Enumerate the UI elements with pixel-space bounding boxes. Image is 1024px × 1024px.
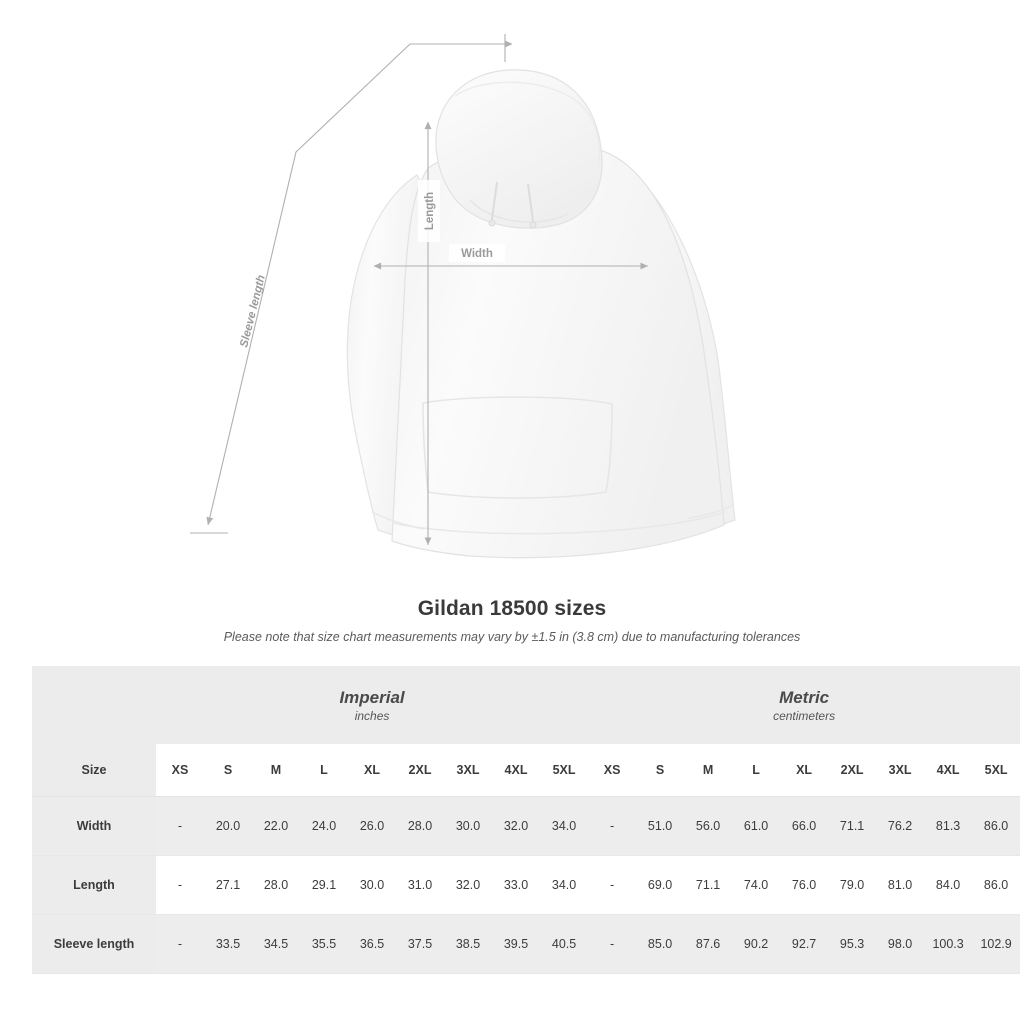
- cell-length-imperial-5xl: 34.0: [540, 856, 588, 915]
- cell-width-imperial-l: 24.0: [300, 797, 348, 856]
- cell-width-metric-3xl: 76.2: [876, 797, 924, 856]
- row-label-sleeve-length: Sleeve length: [32, 915, 156, 974]
- cell-length-metric-xl: 76.0: [780, 856, 828, 915]
- tolerance-note: Please note that size chart measurements may vary by ±1.5 in (3.8 cm) due to manufacturing tolerances: [223, 630, 801, 644]
- row-label-width: Width: [32, 797, 156, 856]
- cell-length-imperial-m: 28.0: [252, 856, 300, 915]
- hoodie-artwork: [347, 70, 735, 558]
- system-header-row: [32, 666, 1020, 744]
- cell-length-metric-m: 71.1: [684, 856, 732, 915]
- cell-width-metric-xs: -: [588, 797, 636, 856]
- cell-width-imperial-5xl: 34.0: [540, 797, 588, 856]
- cell-width-metric-xl: 66.0: [780, 797, 828, 856]
- cell-length-metric-3xl: 81.0: [876, 856, 924, 915]
- cell-width-metric-s: 51.0: [636, 797, 684, 856]
- cell-sleeve-metric-4xl: 100.3: [924, 915, 972, 974]
- col-header-imperial-5xl: 5XL: [540, 744, 588, 797]
- cell-width-metric-m: 56.0: [684, 797, 732, 856]
- cell-width-imperial-xs: -: [156, 797, 204, 856]
- table-corner-cell: [32, 666, 156, 744]
- cell-width-metric-2xl: 71.1: [828, 797, 876, 856]
- col-header-metric-l: L: [732, 744, 780, 797]
- col-header-metric-xs: XS: [588, 744, 636, 797]
- cell-length-imperial-2xl: 31.0: [396, 856, 444, 915]
- cell-sleeve-metric-5xl: 102.9: [972, 915, 1020, 974]
- cell-length-metric-4xl: 84.0: [924, 856, 972, 915]
- system-unit-imperial: inches: [354, 709, 390, 724]
- cell-sleeve-metric-s: 85.0: [636, 915, 684, 974]
- cell-length-imperial-l: 29.1: [300, 856, 348, 915]
- cell-sleeve-imperial-xl: 36.5: [348, 915, 396, 974]
- col-header-metric-2xl: 2XL: [828, 744, 876, 797]
- cell-sleeve-imperial-2xl: 37.5: [396, 915, 444, 974]
- col-header-imperial-l: L: [300, 744, 348, 797]
- chart-title-block: [0, 597, 1024, 644]
- cell-sleeve-imperial-m: 34.5: [252, 915, 300, 974]
- cell-sleeve-metric-xl: 92.7: [780, 915, 828, 974]
- system-header-imperial: [156, 666, 588, 744]
- cell-length-imperial-xl: 30.0: [348, 856, 396, 915]
- cell-sleeve-imperial-4xl: 39.5: [492, 915, 540, 974]
- cell-width-imperial-m: 22.0: [252, 797, 300, 856]
- cell-sleeve-metric-m: 87.6: [684, 915, 732, 974]
- cell-length-imperial-4xl: 33.0: [492, 856, 540, 915]
- cell-sleeve-imperial-3xl: 38.5: [444, 915, 492, 974]
- cell-length-metric-s: 69.0: [636, 856, 684, 915]
- cell-width-imperial-4xl: 32.0: [492, 797, 540, 856]
- system-name-metric: Metric: [779, 687, 830, 707]
- col-header-imperial-2xl: 2XL: [396, 744, 444, 797]
- col-header-imperial-s: S: [204, 744, 252, 797]
- system-name-imperial: Imperial: [339, 687, 405, 707]
- col-header-imperial-xl: XL: [348, 744, 396, 797]
- col-header-metric-5xl: 5XL: [972, 744, 1020, 797]
- col-header-metric-3xl: 3XL: [876, 744, 924, 797]
- cell-width-metric-5xl: 86.0: [972, 797, 1020, 856]
- length-label: Length: [424, 191, 436, 231]
- page-title: Gildan 18500 sizes: [417, 597, 607, 620]
- size-header-cell: Size: [32, 744, 156, 797]
- size-chart-table-wrap: [32, 666, 1012, 974]
- col-header-imperial-4xl: 4XL: [492, 744, 540, 797]
- cell-length-metric-l: 74.0: [732, 856, 780, 915]
- cell-width-imperial-3xl: 30.0: [444, 797, 492, 856]
- cell-sleeve-metric-3xl: 98.0: [876, 915, 924, 974]
- cell-length-imperial-3xl: 32.0: [444, 856, 492, 915]
- cell-sleeve-imperial-xs: -: [156, 915, 204, 974]
- cell-width-imperial-xl: 26.0: [348, 797, 396, 856]
- width-label: Width: [461, 248, 493, 260]
- size-chart-table: [32, 666, 1020, 974]
- cell-sleeve-imperial-s: 33.5: [204, 915, 252, 974]
- cell-width-imperial-2xl: 28.0: [396, 797, 444, 856]
- table-row: [32, 856, 1020, 915]
- cell-width-imperial-s: 20.0: [204, 797, 252, 856]
- col-header-metric-xl: XL: [780, 744, 828, 797]
- row-label-length: Length: [32, 856, 156, 915]
- system-unit-metric: centimeters: [773, 709, 836, 724]
- col-header-metric-s: S: [636, 744, 684, 797]
- cell-length-metric-2xl: 79.0: [828, 856, 876, 915]
- table-row: [32, 915, 1020, 974]
- cell-sleeve-imperial-5xl: 40.5: [540, 915, 588, 974]
- cell-sleeve-metric-xs: -: [588, 915, 636, 974]
- system-header-metric: [588, 666, 1020, 744]
- cell-sleeve-imperial-l: 35.5: [300, 915, 348, 974]
- cell-length-imperial-s: 27.1: [204, 856, 252, 915]
- col-header-imperial-m: M: [252, 744, 300, 797]
- column-header-row: [32, 744, 1020, 797]
- col-header-imperial-3xl: 3XL: [444, 744, 492, 797]
- cell-width-metric-l: 61.0: [732, 797, 780, 856]
- col-header-metric-4xl: 4XL: [924, 744, 972, 797]
- col-header-imperial-xs: XS: [156, 744, 204, 797]
- cell-sleeve-metric-2xl: 95.3: [828, 915, 876, 974]
- cell-width-metric-4xl: 81.3: [924, 797, 972, 856]
- cell-length-metric-xs: -: [588, 856, 636, 915]
- sleeve-length-label: Sleeve length: [238, 273, 268, 349]
- table-row: [32, 797, 1020, 856]
- col-header-metric-m: M: [684, 744, 732, 797]
- cell-sleeve-metric-l: 90.2: [732, 915, 780, 974]
- cell-length-imperial-xs: -: [156, 856, 204, 915]
- cell-length-metric-5xl: 86.0: [972, 856, 1020, 915]
